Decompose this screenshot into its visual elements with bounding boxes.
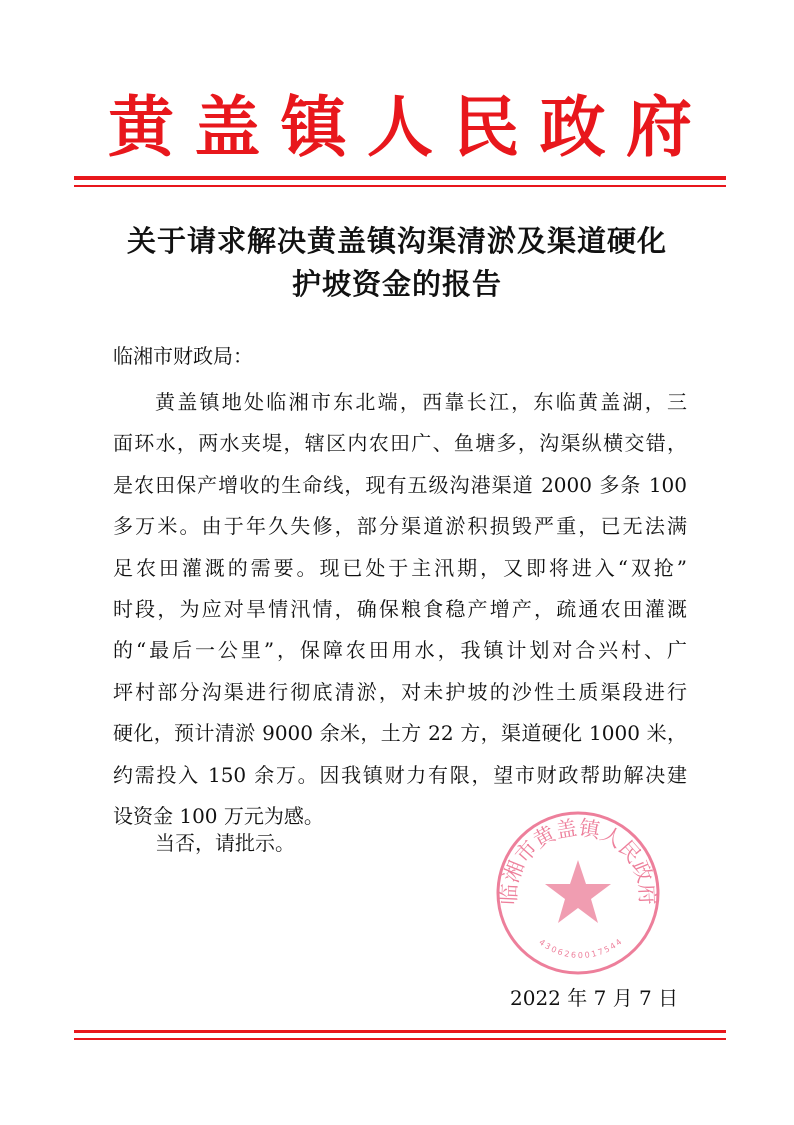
- header-rule-thick: [74, 176, 726, 180]
- footer-rule-thick: [74, 1030, 726, 1033]
- body-line: 是农田保产增收的生命线，现有五级沟港渠道 2000 多条 100: [113, 472, 687, 497]
- body-line: 坪村部分沟渠进行彻底清淤，对未护坡的沙性土质渠段进行: [113, 679, 687, 704]
- body-text: [113, 388, 687, 843]
- closing: 当否，请批示。: [155, 831, 295, 855]
- title-line-2: 护坡资金的报告: [291, 267, 502, 301]
- letterhead-char: 民: [453, 88, 520, 166]
- document-date: 2022 年 7 月 7 日: [510, 986, 679, 1010]
- seal-code: 4306260017544: [537, 936, 625, 960]
- body-line: 约需投入 150 余万。因我镇财力有限，望市财政帮助解决建: [113, 762, 687, 787]
- footer-rule-thin: [74, 1038, 726, 1040]
- letterhead: [108, 88, 692, 166]
- letterhead-char: 府: [625, 88, 692, 166]
- body-line: 黄盖镇地处临湘市东北端，西靠长江，东临黄盖湖，三: [155, 390, 687, 414]
- body-line: 时段，为应对旱情汛情，确保粮食稳产增产，疏通农田灌溉: [113, 596, 687, 621]
- letterhead-char: 盖: [194, 88, 261, 166]
- letterhead-char: 黄: [108, 88, 174, 166]
- letterhead-char: 镇: [280, 88, 347, 166]
- body-line: 多万米。由于年久失修，部分渠道淤积损毁严重，已无法满: [113, 514, 687, 539]
- seal-star-icon: [545, 860, 611, 923]
- svg-text:4306260017544: [537, 936, 625, 960]
- seal-name: 临湘市黄盖镇人民政府: [496, 815, 660, 906]
- header-rule-thin: [74, 185, 726, 187]
- body-line: 面环水，两水夹堤，辖区内农田广、鱼塘多，沟渠纵横交错，: [113, 431, 687, 456]
- document-title: [0, 220, 794, 306]
- body-line: 足农田灌溉的需要。现已处于主汛期，又即将进入“双抢”: [113, 555, 687, 580]
- letterhead-char: 人: [366, 88, 433, 166]
- letterhead-char: 政: [539, 88, 606, 166]
- body-line: 硬化，预计清淤 9000 余米，土方 22 方，渠道硬化 1000 米，: [113, 721, 687, 746]
- addressee: 临湘市财政局：: [113, 344, 253, 368]
- body-line: 设资金 100 万元为感。: [113, 803, 324, 828]
- official-seal: [493, 808, 663, 978]
- title-line-1: 关于请求解决黄盖镇沟渠清淤及渠道硬化: [126, 224, 667, 258]
- body-line: 的“最后一公里”，保障农田用水，我镇计划对合兴村、广: [113, 638, 687, 663]
